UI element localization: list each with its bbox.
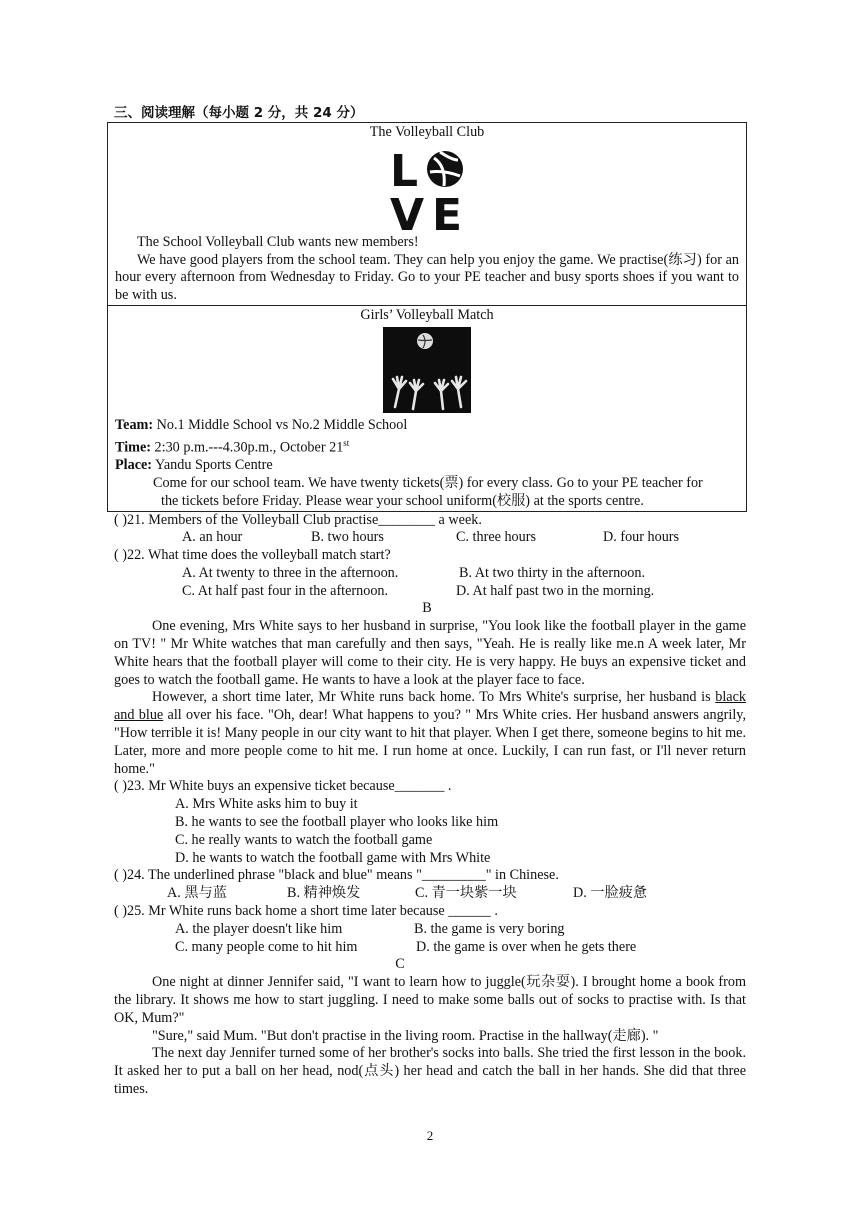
- logo-letter-l: L: [390, 145, 419, 197]
- question-25: ( )25. Mr White runs back home a short time later because ______ .: [114, 903, 498, 920]
- question-22-options-ab: [114, 565, 746, 583]
- q21-option-b: B. two hours: [311, 529, 384, 546]
- ad1-title: The Volleyball Club: [369, 124, 485, 140]
- logo-letters-ve: VE: [390, 189, 462, 232]
- love-volleyball-logo: [390, 146, 464, 232]
- q24-option-a: A. 黑与蓝: [167, 885, 227, 902]
- passage-b-paragraph-1: One evening, Mrs White says to her husband in surprise, "You look like the football player in the game on TV! " Mr White watches that man carefully and then says, "Yeah. He is really like me.n A week later, Mr White hears that the football player will come to their city. He is very happy. He buys an expensive ticket and goes to watch the football game. He wants to have a look at the player face to face.: [114, 618, 746, 688]
- ad2-body-line2: the tickets before Friday. Please wear your school uniform(校服) at the sports centre.: [161, 492, 644, 509]
- question-24: ( )24. The underlined phrase "black and blue" means "_________" in Chinese.: [114, 867, 559, 884]
- q23-option-b: B. he wants to see the football player who looks like him: [175, 814, 499, 831]
- q25-option-d: D. the game is over when he gets there: [416, 938, 637, 955]
- q25-option-c: C. many people come to hit him: [175, 938, 358, 955]
- passage-b-paragraph-2: However, a short time later, Mr White runs back home. To Mrs White's surprise, her husband is black and blue all over his face. "Oh, dear! What happens to you? " Mrs White cries. Her husband answers angrily, "How terrible it is! Many people in our city want to hit that player. When I get there, someone begins to hit me. Later, more and more people come to hit me. I run home at once. Luckily, I can run fast, or I'll never return home.": [114, 689, 746, 777]
- q22-option-d: D. At half past two in the morning.: [456, 582, 655, 599]
- q24-option-b: B. 精神焕发: [287, 885, 361, 902]
- page-content: [114, 104, 746, 1099]
- q21-option-d: D. four hours: [603, 529, 680, 546]
- question-24-options: [114, 885, 746, 903]
- match-team: Team: No.1 Middle School vs No.2 Middle School: [115, 416, 408, 433]
- q25-option-a: A. the player doesn't like him: [175, 920, 343, 937]
- page-number: 2: [426, 1128, 434, 1143]
- q22-option-b: B. At two thirty in the afternoon.: [459, 564, 645, 581]
- q23-option-a: A. Mrs White asks him to buy it: [175, 796, 358, 813]
- ad2-body-line1: Come for our school team. We have twenty tickets(票) for every class. Go to your PE teacher for: [153, 474, 703, 491]
- underlined-phrase: black and blue: [114, 689, 746, 724]
- ad-volleyball-match: [107, 306, 747, 512]
- ad-volleyball-club: [107, 122, 747, 306]
- q25-option-b: B. the game is very boring: [414, 920, 565, 937]
- question-21: ( )21. Members of the Volleyball Club practise________ a week.: [114, 511, 482, 528]
- question-25-options-cd: [114, 939, 746, 957]
- q23-option-c: C. he really wants to watch the football game: [175, 831, 433, 848]
- passage-b-label: B: [422, 600, 432, 617]
- q23-option-d: D. he wants to watch the football game with Mrs White: [175, 849, 491, 866]
- q21-option-c: C. three hours: [456, 529, 536, 546]
- hands-volleyball-photo: [383, 327, 471, 413]
- passage-c-paragraph-2: "Sure," said Mum. "But don't practise in the living room. Practise in the hallway(走廊). ": [152, 1027, 659, 1044]
- passage-c-label: C: [395, 956, 405, 973]
- ad2-title: Girls’ Volleyball Match: [360, 306, 494, 323]
- q22-option-a: A. At twenty to three in the afternoon.: [182, 564, 399, 581]
- question-23: ( )23. Mr White buys an expensive ticket because_______ .: [114, 778, 452, 795]
- match-time: Time: 2:30 p.m.---4.30p.m., October 21st: [115, 437, 350, 456]
- ad1-line1: The School Volleyball Club wants new members!: [137, 233, 419, 250]
- question-21-options: [114, 529, 746, 547]
- passage-c-paragraph-1: One night at dinner Jennifer said, "I want to learn how to juggle(玩杂耍). I brought home a book from the library. It shows me how to start juggling. I need to make some balls out of socks to practise with. Is that OK, Mum?": [114, 974, 746, 1026]
- q24-option-c: C. 青一块紫一块: [415, 885, 517, 902]
- question-25-options-ab: [114, 921, 746, 939]
- passage-c-paragraph-3: The next day Jennifer turned some of her brother's socks into balls. She tried the first lesson in the book. It asked her to put a ball on her head, nod(点头) her head and catch the ball in her hands. She did that three times.: [114, 1045, 746, 1097]
- q22-option-c: C. At half past four in the afternoon.: [182, 582, 389, 599]
- q24-option-d: D. 一脸疲惫: [573, 885, 648, 902]
- question-22-options-cd: [114, 583, 746, 601]
- match-place: Place: Yandu Sports Centre: [115, 457, 273, 474]
- q21-option-a: A. an hour: [182, 529, 243, 546]
- section-title: 三、阅读理解（每小题 2 分，共 24 分）: [114, 105, 364, 121]
- question-22: ( )22. What time does the volleyball match start?: [114, 547, 391, 564]
- ad1-body: We have good players from the school team. They can help you enjoy the game. We practise(练习) for an hour every afternoon from Wednesday to Friday. Go to your PE teacher and busy sports shoes if you want to be with us.: [115, 251, 739, 304]
